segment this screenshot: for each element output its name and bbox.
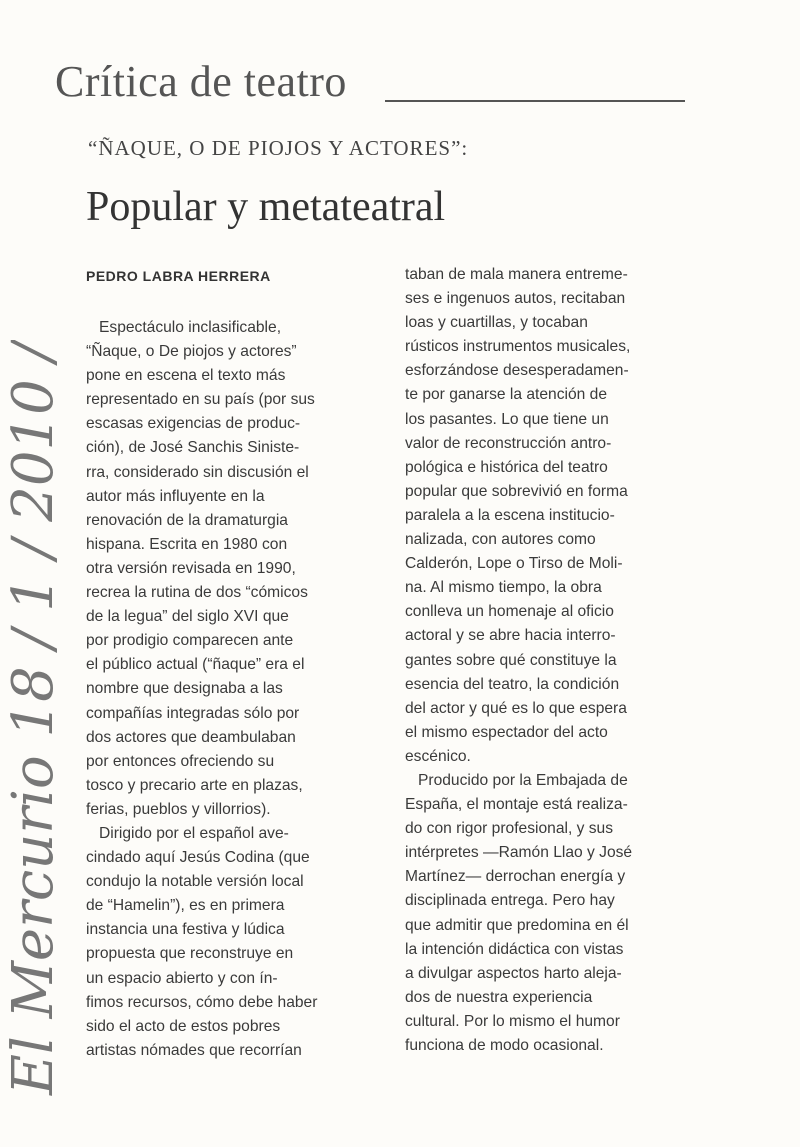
article-line: nombre que designaba a las	[86, 680, 283, 698]
article-line: cindado aquí Jesús Codina (que	[86, 849, 310, 867]
article-line: Dirigido por el español ave-	[86, 824, 289, 842]
article-line: de “Hamelin”), es en primera	[86, 897, 285, 915]
article-line: Producido por la Embajada de	[405, 771, 628, 789]
article-line: esencia del teatro, la condición	[405, 675, 620, 693]
article-line: taban de mala manera entreme-	[405, 266, 628, 283]
article-line: que admitir que predomina en él	[405, 916, 629, 934]
kicker: “ÑAQUE, O DE PIOJOS Y ACTORES”:	[88, 136, 469, 160]
article-line: ferias, pueblos y villorrios).	[86, 800, 271, 818]
article-line: compañías integradas sólo por	[86, 704, 300, 722]
article-line: Calderón, Lope o Tirso de Moli-	[405, 555, 623, 573]
article-line: sido el acto de estos pobres	[86, 1017, 281, 1035]
article-line: condujo la notable versión local	[86, 873, 304, 891]
article-line: Espectáculo inclasificable,	[86, 319, 282, 336]
article-line: el mismo espectador del acto	[405, 723, 608, 741]
section-rule	[385, 100, 685, 102]
article-line: el público actual (“ñaque” era el	[86, 656, 305, 674]
article-line: actoral y se abre hacia interro-	[405, 627, 616, 645]
article-line: un espacio abierto y con ín-	[86, 969, 278, 987]
article-line: rra, considerado sin discusión el	[86, 463, 309, 481]
article-line: escénico.	[405, 747, 471, 765]
article-line: recrea la rutina de dos “cómicos	[86, 584, 308, 602]
article-line: escasas exigencias de produc-	[86, 415, 301, 433]
article-line: por prodigio comparecen ante	[86, 632, 294, 650]
article-line: do con rigor profesional, y sus	[405, 820, 614, 838]
article-line: cultural. Por lo mismo el humor	[405, 1012, 620, 1030]
article-line: renovación de la dramaturgia	[86, 511, 288, 529]
article-line: popular que sobrevivió en forma	[405, 482, 628, 500]
article-column-right	[405, 263, 695, 1058]
article-line: la intención didáctica con vistas	[405, 940, 624, 958]
article-column-left	[86, 316, 376, 1063]
article-line: ción), de José Sanchis Siniste-	[86, 439, 300, 457]
article-line: disciplinada entrega. Pero hay	[405, 892, 615, 910]
article-line: conlleva un homenaje al oficio	[405, 603, 614, 621]
article-line: dos de nuestra experiencia	[405, 988, 593, 1006]
article-line: rústicos instrumentos musicales,	[405, 338, 631, 356]
article-line: te por ganarse la atención de	[405, 386, 607, 404]
article-line: de la legua” del siglo XVI que	[86, 608, 289, 626]
article-line: propuesta que reconstruye en	[86, 945, 294, 963]
article-line: intérpretes —Ramón Llao y José	[405, 844, 633, 862]
article-line: na. Al mismo tiempo, la obra	[405, 579, 602, 597]
article-line: gantes sobre qué constituye la	[405, 651, 617, 669]
article-line: instancia una festiva y lúdica	[86, 921, 285, 939]
article-line: funciona de modo ocasional.	[405, 1037, 604, 1054]
section-title: Crítica de teatro	[55, 57, 347, 106]
article-line: pone en escena el texto más	[86, 367, 286, 385]
article-line: valor de reconstrucción antro-	[405, 434, 612, 452]
article-line: artistas nómades que recorrían	[86, 1041, 302, 1059]
article-line: Martínez— derrochan energía y	[405, 868, 626, 886]
article-line: fimos recursos, cómo debe haber	[86, 993, 318, 1011]
article-line: a divulgar aspectos harto aleja-	[405, 964, 622, 982]
article-line: los pasantes. Lo que tiene un	[405, 410, 609, 428]
handwritten-note	[6, 340, 66, 1100]
article-line: ses e ingenuos autos, recitaban	[405, 290, 626, 308]
article-line: esforzándose desesperadamen-	[405, 362, 629, 380]
article-line: representado en su país (por sus	[86, 391, 315, 409]
article-line: tosco y precario arte en plazas,	[86, 776, 303, 794]
article-line: pológica e histórica del teatro	[405, 458, 608, 476]
article-line: dos actores que deambulaban	[86, 728, 296, 746]
article-line: “Ñaque, o De piojos y actores”	[86, 343, 297, 361]
article-line: paralela a la escena instituciо-	[405, 506, 615, 524]
article-line: hispana. Escrita en 1980 con	[86, 535, 288, 553]
byline: PEDRO LABRA HERRERA	[86, 268, 271, 284]
article-line: autor más influyente en la	[86, 487, 265, 505]
article-line: loas y cuartillas, y tocaban	[405, 314, 588, 332]
article-line: otra versión revisada en 1990,	[86, 559, 296, 577]
article-line: nalizada, con autores como	[405, 531, 596, 549]
article-line: España, el montaje está realiza-	[405, 796, 628, 814]
article-line: del actor y qué es lo que espera	[405, 699, 627, 717]
headline: Popular y metateatral	[86, 184, 446, 230]
handwritten-note-text: El Mercurio 18 / 1 / 2010 / A 012	[6, 340, 66, 1095]
article-line: por entonces ofreciendo su	[86, 752, 275, 770]
